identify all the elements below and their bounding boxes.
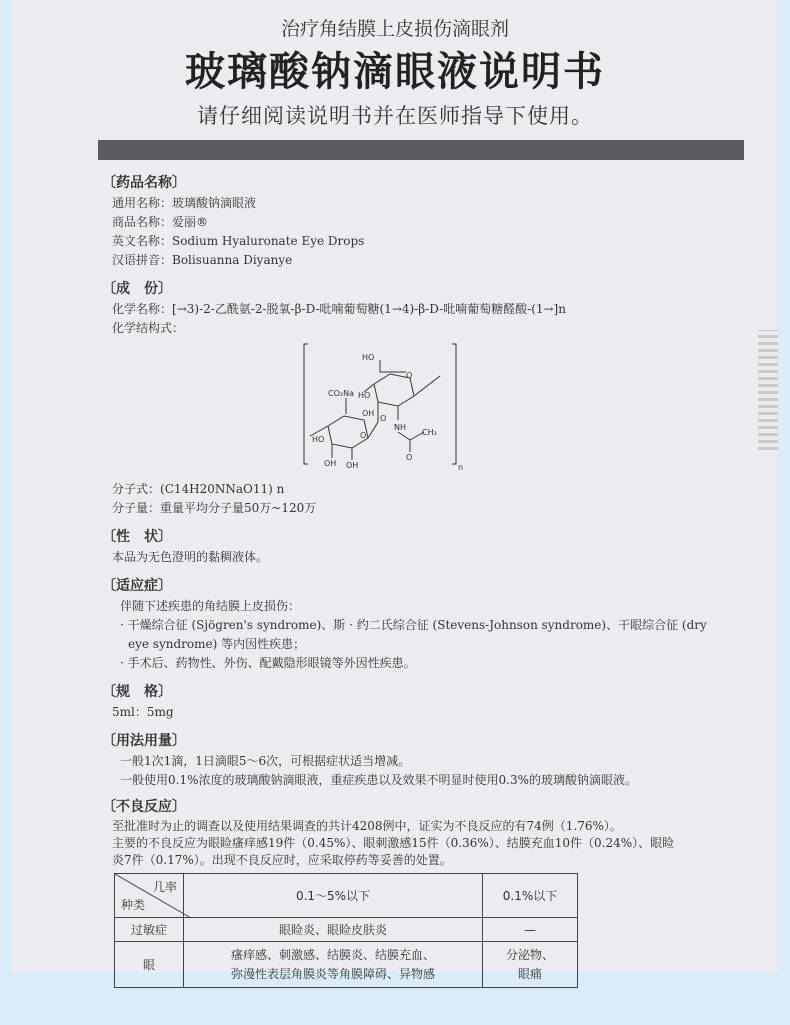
usage-line: 一般使用0.1%浓度的玻璃酸钠滴眼液，重症疾患以及效果不明显时使用0.3%的玻璃酸钠滴眼液。 [120, 773, 637, 787]
row-label: 分子式： [112, 482, 161, 496]
adverse-line: 至批准时为止的调查以及使用结果调查的共计4208例中，证实为不良反应的有74例（1.76%）。 [112, 819, 622, 833]
corner-top-label: 几率 [152, 880, 177, 894]
section-heading: 〔性 状〕 [102, 529, 172, 545]
column-header: 0.1～5%以下 [184, 874, 483, 918]
leaflet-subtitle: 治疗角结膜上皮损伤滴眼剂 [280, 18, 509, 40]
section-heading: 〔药品名称〕 [102, 175, 186, 191]
structure-text: NH [394, 423, 406, 432]
name-row [102, 213, 742, 232]
structure-text: OH [362, 409, 375, 418]
structure-text: n [458, 463, 464, 472]
table-corner-cell [115, 874, 184, 918]
structure-text: O [406, 371, 413, 380]
cell-line: 眼睑炎、眼睑皮肤炎 [278, 923, 387, 937]
row-value: 爱丽® [172, 215, 209, 229]
adverse-line: 主要的不良反应为眼睑瘙痒感19件（0.45%）、眼刺激感15件（0.36%）、结膜充血10件（0.24%）、眼睑 [112, 836, 675, 850]
indication-item-cont: eye syndrome) 等内因性疾患； [128, 637, 306, 651]
name-row [102, 194, 742, 213]
chemical-structure-diagram [302, 338, 502, 478]
reading-notice: 请仔细阅读说明书并在医师指导下使用。 [197, 104, 593, 128]
indication-item: · 干燥综合征 (Sjögren's syndrome)、斯 · 约二氏综合征 (Stevens-Johnson syndrome)、干眼综合征 (dry [120, 618, 707, 632]
type-cell: 过敏症 [115, 918, 184, 942]
cell-line: 弥漫性表层角膜炎等角膜障碍、异物感 [230, 966, 435, 981]
structure-label-row [102, 319, 742, 338]
section-heading: 〔成 份〕 [102, 281, 172, 297]
structure-text: HO [362, 353, 375, 362]
table-row [115, 918, 578, 942]
section-adverse [102, 796, 742, 988]
name-row [102, 251, 742, 270]
value-cell [184, 918, 483, 942]
adverse-reaction-table [114, 873, 578, 988]
row-label: 分子量： [112, 501, 161, 515]
section-drug-name [102, 172, 742, 270]
row-value: [→3)-2-乙酰氨-2-脱氧-β-D-吡喃葡萄糖(1→4)-β-D-吡喃葡萄糖醛酸-(1→]n [172, 302, 566, 316]
indication-item: · 手术后、药物性、外伤、配戴隐形眼镜等外因性疾患。 [120, 656, 416, 670]
row-value: 玻璃酸钠滴眼液 [172, 196, 257, 210]
section-composition [102, 278, 742, 518]
corner-bottom-label: 种类 [121, 898, 146, 912]
structure-text: CH₃ [422, 428, 437, 437]
row-label: 英文名称： [112, 234, 173, 248]
chem-name-row [102, 300, 742, 319]
chemical-structure [302, 338, 502, 478]
character-text: 本品为无色澄明的黏稠液体。 [112, 550, 269, 564]
structure-text: OH [346, 461, 359, 470]
value-cell [483, 942, 578, 988]
cell-line: 瘙痒感、刺激感、结膜炎、结膜充血、 [230, 947, 435, 962]
cell-line: 眼痛 [517, 966, 542, 981]
cell-line: — [524, 922, 536, 937]
row-label: 化学名称： [112, 302, 173, 316]
row-label: 汉语拼音： [112, 253, 173, 267]
section-heading: 〔用法用量〕 [102, 733, 186, 749]
leaflet-content [102, 172, 742, 988]
section-indication [102, 575, 742, 673]
value-cell [483, 918, 578, 942]
weight-row [102, 499, 742, 518]
row-value: 重量平均分子量50万~120万 [160, 501, 317, 515]
structure-text: HO [312, 435, 325, 444]
structure-text: CO₂Na [328, 389, 354, 398]
section-character [102, 526, 742, 567]
name-row [102, 232, 742, 251]
row-value: Sodium Hyaluronate Eye Drops [172, 234, 365, 248]
leaflet-sheet [12, 0, 778, 981]
structure-text: OH [324, 459, 337, 468]
type-cell: 眼 [115, 942, 184, 988]
section-heading: 〔不良反应〕 [102, 799, 186, 815]
cell-line: 分泌物、 [505, 947, 554, 962]
structure-text: O [380, 414, 387, 423]
leaflet-title: 玻璃酸钠滴眼液说明书 [185, 49, 605, 95]
row-label: 化学结构式： [112, 321, 185, 335]
structure-text: O [406, 453, 413, 462]
row-value: Bolisuanna Diyanye [172, 253, 293, 267]
formula-row [102, 480, 742, 499]
header-band [98, 140, 744, 160]
value-cell [184, 942, 483, 988]
row-value: (C14H20NNaO11) n [160, 482, 285, 496]
spec-text: 5ml：5mg [112, 705, 174, 719]
table-row [115, 942, 578, 988]
section-heading: 〔规 格〕 [102, 684, 172, 700]
section-usage [102, 730, 742, 790]
barcode-mark [758, 330, 778, 450]
structure-text: HO [358, 391, 371, 400]
section-heading: 〔适应症〕 [102, 578, 172, 594]
structure-text: O [360, 431, 367, 440]
section-spec [102, 681, 742, 722]
column-header: 0.1%以下 [483, 874, 578, 918]
indication-intro: 伴随下述疾患的角结膜上皮损伤： [120, 599, 301, 613]
adverse-line: 炎7件（0.17%）。出现不良反应时，应采取停药等妥善的处置。 [112, 853, 452, 867]
usage-line: 一般1次1滴，1日滴眼5～6次，可根据症状适当增减。 [120, 754, 411, 768]
row-label: 商品名称： [112, 215, 173, 229]
row-label: 通用名称： [112, 196, 173, 210]
